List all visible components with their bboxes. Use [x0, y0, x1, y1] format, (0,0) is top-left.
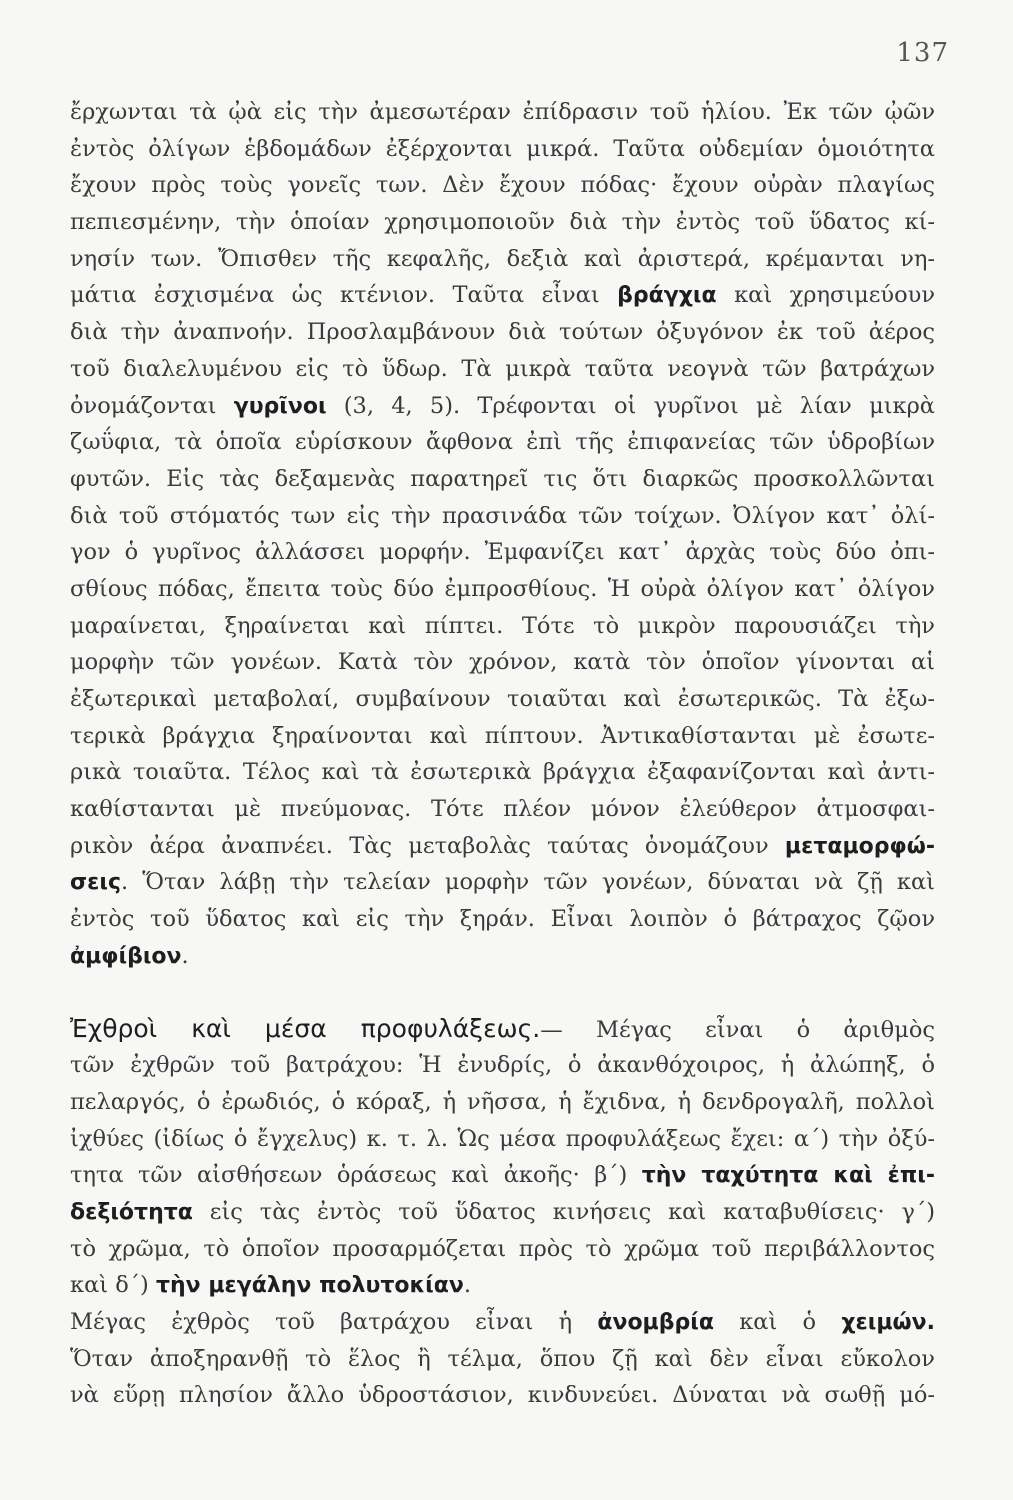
text-run: μάτια ἐσχισμένα ὡς κτένιον. Ταῦτα εἶναι	[70, 282, 618, 309]
text-line	[70, 167, 935, 204]
emphasized-term: δεξιότητα	[70, 1199, 193, 1225]
text-run: γον ὁ γυρῖνος ἀλλάσσει μορφήν. Ἐμφανίζει κατ᾿ ἀρχὰς τοὺς δύο ὀπι-	[70, 539, 935, 566]
text-line	[70, 1194, 935, 1231]
text-line	[70, 1157, 935, 1194]
page-number: 137	[896, 38, 949, 68]
text-line	[70, 1377, 935, 1414]
text-line	[70, 901, 935, 938]
text-line	[70, 864, 935, 901]
text-line	[70, 938, 935, 975]
text-run: καὶ ὁ	[713, 1309, 842, 1335]
text-line	[70, 351, 935, 388]
text-run: τερικὰ βράγχια ξηραίνονται καὶ πίπτουν. Ἀντικαθίστανται μὲ ἐσωτε-	[70, 722, 935, 749]
text-line	[70, 681, 935, 718]
text-run: μορφὴν τῶν γονέων. Κατὰ τὸν χρόνον, κατὰ τὸν ὁποῖον γίνονται αἱ	[70, 649, 935, 676]
emphasized-term: γυρῖνοι	[233, 393, 327, 419]
text-run: καὶ δ΄)	[70, 1272, 156, 1299]
text-run: ἐντὸς τοῦ ὕδατος καὶ εἰς τὴν ξηράν. Εἶναι λοιπὸν ὁ βάτραχος ζῷον	[70, 906, 935, 933]
text-run: — Μέγας εἶναι ὁ ἀριθμὸς	[540, 1016, 935, 1043]
paragraph-gap	[70, 975, 935, 1011]
emphasized-term: τὴν ταχύτητα καὶ ἐπι-	[641, 1163, 935, 1189]
emphasized-term: τὴν μεγάλην πολυτοκίαν	[155, 1273, 464, 1299]
text-run: σθίους πόδας, ἔπειτα τοὺς δύο ἐμπροσθίους. Ἡ οὐρὰ ὀλίγον κατ᾿ ὀλίγον	[70, 575, 935, 602]
text-run: τὸ χρῶμα, τὸ ὁποῖον προσαρμόζεται πρὸς τὸ χρῶμα τοῦ περιβάλλοντος	[70, 1235, 935, 1262]
text-run: . Ὅταν λάβῃ τὴν τελείαν μορφὴν τῶν γονέων, δύναται νὰ ζῇ καὶ	[121, 869, 935, 896]
text-line	[70, 718, 935, 755]
section-heading: Ἐχθροὶ καὶ μέσα προφυλάξεως.	[70, 1013, 541, 1043]
paragraph-enemies	[70, 1011, 935, 1305]
body-text	[70, 94, 935, 1414]
text-run: ρικὸν ἀέρα ἀναπνέει. Τὰς μεταβολὰς ταύτας ὀνομάζουν	[70, 832, 785, 859]
text-line	[70, 314, 935, 351]
text-run: διὰ τὴν ἀναπνοήν. Προσλαμβάνουν διὰ τούτων ὀξυγόνον ἐκ τοῦ ἀέρος	[70, 319, 935, 346]
text-line	[70, 424, 935, 461]
paragraph-drought	[70, 1304, 935, 1414]
text-line	[70, 644, 935, 681]
text-run: φυτῶν. Εἰς τὰς δεξαμενὰς παρατηρεῖ τις ὅτι διαρκῶς προσκολλῶνται	[70, 465, 935, 492]
emphasized-term: χειμών.	[841, 1310, 935, 1335]
text-run: μαραίνεται, ξηραίνεται καὶ πίπτει. Τότε τὸ μικρὸν παρουσιάζει τὴν	[70, 612, 935, 639]
text-line	[70, 94, 935, 131]
text-run: ἐντὸς ὀλίγων ἑβδομάδων ἐξέρχονται μικρά. Ταῦτα οὐδεμίαν ὁμοιότητα	[70, 135, 935, 162]
text-run: πεπιεσμένην, τὴν ὁποίαν χρησιμοποιοῦν διὰ τὴν ἐντὸς τοῦ ὕδατος κί-	[70, 209, 935, 236]
text-run: ὀνομάζονται	[70, 392, 234, 419]
text-line	[70, 1084, 935, 1121]
text-line	[70, 608, 935, 645]
text-run: Μέγας ἐχθρὸς τοῦ βατράχου εἶναι ἡ	[70, 1309, 598, 1335]
emphasized-term: σεις	[70, 870, 121, 896]
text-line	[70, 828, 935, 865]
emphasized-term: μεταμορφώ-	[784, 833, 935, 859]
emphasized-term: ἀνομβρία	[597, 1310, 714, 1335]
text-line	[70, 534, 935, 571]
text-line	[70, 1011, 935, 1048]
text-run: .	[463, 1272, 471, 1299]
text-run: πελαργός, ὁ ἐρωδιός, ὁ κόραξ, ἡ νῆσσα, ἡ ἔχιδνα, ἡ δενδρογαλῆ, πολλοὶ	[70, 1088, 935, 1115]
text-line	[70, 1341, 935, 1378]
text-line	[70, 571, 935, 608]
emphasized-term: ἀμφίβιον	[70, 943, 182, 969]
text-run: Ὅταν ἀποξηρανθῇ τὸ ἕλος ἢ τέλμα, ὅπου ζῇ καὶ δὲν εἶναι εὔκολον	[70, 1345, 935, 1372]
text-run: εἰς τὰς ἐντὸς τοῦ ὕδατος κινήσεις καὶ καταβυθίσεις· γ΄)	[192, 1198, 935, 1225]
text-run: ἐξωτερικαὶ μεταβολαί, συμβαίνουν τοιαῦται καὶ ἐσωτερικῶς. Τὰ ἐξω-	[70, 686, 935, 712]
text-run: καὶ χρησιμεύουν	[716, 282, 936, 309]
text-line	[70, 1121, 935, 1158]
text-run: καθίστανται μὲ πνεύμονας. Τότε πλέον μόνον ἐλεύθερον ἀτμοσφαι-	[70, 796, 935, 823]
text-run: ζωΰφια, τὰ ὁποῖα εὑρίσκουν ἄφθονα ἐπὶ τῆς ἐπιφανείας τῶν ὑδροβίων	[70, 429, 935, 456]
text-line	[70, 791, 935, 828]
text-line	[70, 241, 935, 278]
text-line	[70, 754, 935, 791]
text-run: ρικὰ τοιαῦτα. Τέλος καὶ τὰ ἐσωτερικὰ βράγχια ἐξαφανίζονται καὶ ἀντι-	[70, 759, 935, 786]
text-run: νὰ εὕρῃ πλησίον ἄλλο ὑδροστάσιον, κινδυνεύει. Δύναται νὰ σωθῇ μό-	[70, 1382, 935, 1409]
text-line	[70, 1267, 935, 1304]
text-run: ἰχθύες (ἰδίως ὁ ἔγχελυς) κ. τ. λ. Ὡς μέσα προφυλάξεως ἔχει: α΄) τὴν ὀξύ-	[70, 1125, 935, 1152]
text-line	[70, 1231, 935, 1268]
text-line	[70, 204, 935, 241]
text-line	[70, 1047, 935, 1084]
text-line	[70, 388, 935, 425]
text-line	[70, 461, 935, 498]
text-run: .	[181, 942, 189, 969]
text-run: ἔρχωνται τὰ ᾠὰ εἰς τὴν ἀμεσωτέραν ἐπίδρασιν τοῦ ἡλίου. Ἐκ τῶν ᾠῶν	[70, 99, 935, 125]
emphasized-term: βράγχια	[617, 283, 717, 309]
text-run: διὰ τοῦ στόματός των εἰς τὴν πρασινάδα τῶν τοίχων. Ὀλίγον κατ᾿ ὀλί-	[70, 502, 935, 529]
text-run: νησίν των. Ὄπισθεν τῆς κεφαλῆς, δεξιὰ καὶ ἀριστερά, κρέμανται νη-	[70, 245, 935, 272]
text-run: τῶν ἐχθρῶν τοῦ βατράχου: Ἡ ἐνυδρίς, ὁ ἀκανθόχοιρος, ἡ ἀλώπηξ, ὁ	[70, 1052, 935, 1079]
text-run: τητα τῶν αἰσθήσεων ὁράσεως καὶ ἀκοῆς· β΄)	[70, 1162, 642, 1189]
text-line	[70, 131, 935, 168]
text-line	[70, 498, 935, 535]
text-run: τοῦ διαλελυμένου εἰς τὸ ὕδωρ. Τὰ μικρὰ ταῦτα νεογνὰ τῶν βατράχων	[70, 355, 935, 382]
text-line	[70, 277, 935, 314]
text-run: (3, 4, 5). Τρέφονται οἱ γυρῖνοι μὲ λίαν μικρὰ	[326, 392, 935, 419]
paragraph-development	[70, 94, 935, 975]
text-line	[70, 1304, 935, 1341]
text-run: ἔχουν πρὸς τοὺς γονεῖς των. Δὲν ἔχουν πόδας· ἔχουν οὐρὰν πλαγίως	[70, 172, 935, 199]
